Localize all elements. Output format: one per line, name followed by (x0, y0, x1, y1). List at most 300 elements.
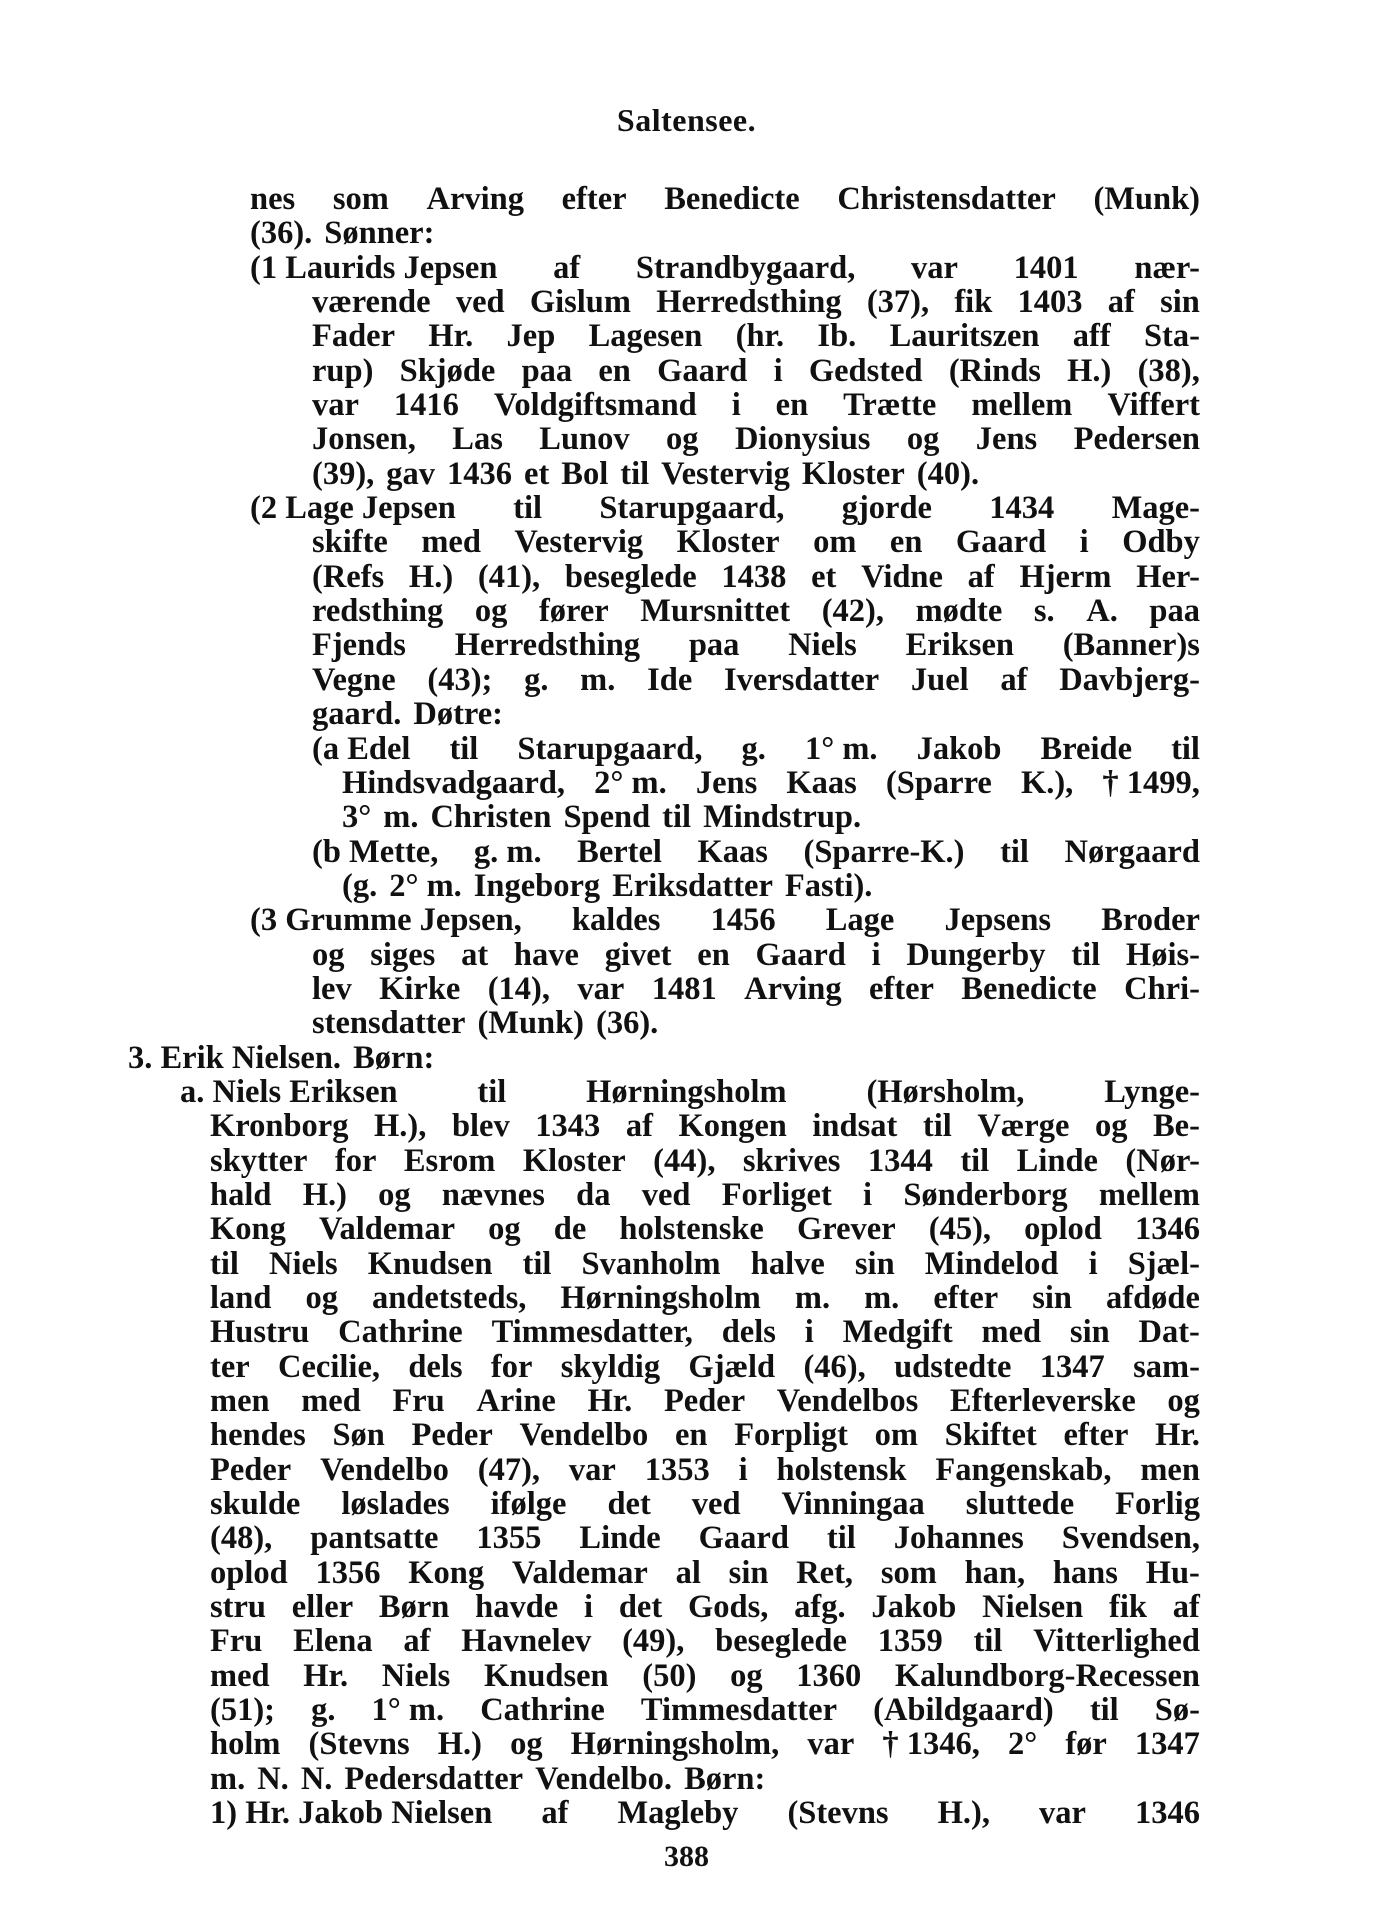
word: af (625, 1108, 653, 1145)
word: af (1172, 1589, 1200, 1626)
word: til (826, 1520, 856, 1557)
text-line (210, 1487, 1200, 1521)
word: skytter (210, 1142, 308, 1179)
word: (36). (596, 1005, 659, 1042)
word: Medgift (842, 1314, 953, 1351)
word: fører (538, 593, 609, 630)
word: (Abildgaard) (873, 1692, 1054, 1729)
word: Vendelbos (776, 1383, 919, 1420)
word: Lunov (539, 421, 630, 458)
word: i (731, 387, 741, 424)
word: Børn (378, 1589, 450, 1626)
word: til (1171, 730, 1200, 767)
word: Skiftet (944, 1417, 1037, 1454)
word: m. (210, 1760, 246, 1797)
word: for (490, 1348, 533, 1385)
word: Gaard (657, 352, 748, 389)
word: (14), (487, 970, 551, 1007)
running-header: Saltensee. (616, 102, 757, 138)
word: et (524, 455, 550, 492)
word: Hørningsholm (560, 1280, 761, 1316)
word: Niels (788, 627, 857, 664)
word: (Stevns (787, 1795, 889, 1832)
word: Odby (1122, 524, 1200, 561)
word: Sjæl- (1127, 1245, 1200, 1282)
text-line (312, 285, 1200, 319)
word: Sø- (1154, 1692, 1200, 1729)
word: Hørningsholm (586, 1073, 787, 1110)
word: Kaas (697, 833, 768, 870)
word: Strandbygaard, (635, 249, 856, 286)
word: var (807, 1726, 855, 1763)
word: (39), (312, 455, 375, 492)
word: 1359 (877, 1623, 943, 1660)
word: skulde (210, 1486, 301, 1523)
word: det (607, 1486, 651, 1523)
word: beseglede (715, 1623, 847, 1660)
word: (hr. (735, 318, 785, 355)
word: (41), (477, 558, 541, 595)
word: Høis- (1125, 936, 1200, 973)
word: (b Mette, (312, 833, 439, 870)
word: mødte (915, 593, 1003, 630)
word: (g. (342, 867, 378, 904)
word: Børn: (684, 1760, 766, 1797)
text-line (210, 1418, 1200, 1452)
word: Peder (411, 1417, 493, 1454)
word: (Sparre (885, 764, 992, 801)
word: i (804, 1314, 814, 1351)
word: Ret, (796, 1554, 854, 1591)
word: var (312, 387, 359, 424)
word: Børn: (353, 1039, 435, 1076)
word: Valdemar (511, 1554, 648, 1591)
word: 1346 (1134, 1211, 1200, 1248)
word: 1347 (1134, 1726, 1200, 1763)
word: som (332, 181, 389, 217)
word: i (1088, 1245, 1098, 1282)
word: efter (933, 1280, 999, 1316)
word: til (960, 1142, 990, 1179)
word: Viffert (1107, 387, 1200, 424)
word: en (775, 387, 809, 424)
word: et (811, 558, 837, 595)
word: m. (383, 799, 419, 836)
word: (40). (916, 455, 980, 492)
word: af (541, 1795, 569, 1832)
text-line (210, 1590, 1200, 1624)
word: Vendelbo (320, 1451, 449, 1488)
word: lev (312, 970, 352, 1007)
word: Gedsted (808, 352, 923, 389)
word: skyldig (560, 1348, 661, 1385)
word: (2 Lage Jepsen (250, 490, 456, 527)
word: Fasti). (784, 867, 873, 904)
word: Hr. (587, 1383, 633, 1420)
word: Christen (430, 799, 552, 836)
word: Eriksdatter (612, 867, 773, 904)
word: til (449, 730, 479, 767)
word: (Hørsholm, (866, 1073, 1025, 1110)
word: i (863, 1176, 873, 1213)
text-line (312, 594, 1200, 628)
text-line (210, 1109, 1200, 1143)
word: af (553, 249, 581, 286)
word: af (403, 1623, 431, 1660)
word: aff (1072, 318, 1111, 355)
word: (Rinds (948, 352, 1041, 389)
word: halve (750, 1245, 825, 1282)
word: Gaard (955, 524, 1047, 561)
word: Breide (1040, 730, 1133, 767)
word: m. (864, 1280, 900, 1316)
word: Kongen (678, 1108, 787, 1145)
word: i (1079, 524, 1089, 561)
word: Linde (1016, 1142, 1098, 1179)
word: 1) Hr. Jakob Nielsen (210, 1795, 493, 1832)
word: løslades (341, 1486, 450, 1523)
word: men (1140, 1451, 1200, 1488)
text-line (312, 1006, 1200, 1040)
word: indsat (812, 1108, 898, 1145)
text-body (128, 181, 1200, 1832)
word: til (1089, 1692, 1119, 1729)
word: paa (521, 352, 573, 389)
word: g. (741, 730, 766, 767)
word: Mindstrup. (703, 799, 862, 836)
word: hendes (210, 1417, 306, 1454)
word: 1403 (1017, 284, 1083, 321)
word: (1 Laurids Jepsen (250, 249, 498, 286)
word: 1356 (315, 1554, 381, 1591)
word: Dat- (1138, 1314, 1200, 1351)
word: Vestervig (514, 524, 644, 561)
text-line (210, 1727, 1200, 1761)
word: da (576, 1176, 611, 1213)
word: Arving (426, 181, 524, 217)
text-line (210, 1178, 1200, 1212)
word: til (620, 455, 650, 492)
word: mellem (971, 387, 1073, 424)
word: sin (854, 1245, 895, 1282)
word: oplod (1024, 1211, 1102, 1248)
text-line (210, 1281, 1200, 1315)
word: Vitterlighed (1033, 1623, 1200, 1660)
word: (Munk) (1093, 181, 1200, 217)
word: 1436 (447, 455, 513, 492)
word: Havnelev (461, 1623, 592, 1660)
word: (Refs (312, 558, 385, 595)
word: Jakob (871, 1589, 957, 1626)
word: Kaas (786, 764, 857, 801)
word: afdøde (1106, 1280, 1200, 1316)
word: Lauritszen (889, 318, 1040, 355)
word: (Munk) (477, 1005, 584, 1042)
word: (49), (622, 1623, 685, 1660)
word: sluttede (965, 1486, 1075, 1523)
word: 1° m. (804, 730, 878, 767)
word: Benedicte (664, 181, 800, 217)
word: til (1000, 833, 1029, 870)
word: som (880, 1554, 937, 1591)
text-line (342, 800, 1200, 834)
word: H.) (437, 1726, 482, 1763)
word: nævnes (441, 1176, 545, 1213)
word: al (675, 1554, 701, 1591)
word: Jens (975, 421, 1038, 458)
word: blev (451, 1108, 510, 1145)
text-line (312, 560, 1200, 594)
text-line (312, 732, 1200, 766)
text-line (210, 1556, 1200, 1590)
word: (48), (210, 1520, 273, 1557)
word: 1343 (535, 1108, 601, 1145)
word: Vinningaa (781, 1486, 925, 1523)
word: siges (370, 936, 436, 973)
word: Knudsen (367, 1245, 493, 1282)
word: 2° m. (594, 764, 667, 801)
word: (38), (1137, 352, 1200, 389)
word: s. (1033, 593, 1055, 630)
word: var (911, 249, 958, 286)
word: Timmesdatter, (491, 1314, 693, 1351)
word: (45), (928, 1211, 992, 1248)
word: Elena (293, 1623, 373, 1660)
word: Dionysius (734, 421, 871, 458)
word: eller (291, 1589, 354, 1626)
word: (42), (821, 593, 884, 630)
word: Niels (381, 1657, 451, 1694)
word: K.), (1020, 764, 1074, 801)
word: udstedte (894, 1348, 1012, 1385)
word: sin (728, 1554, 769, 1591)
word: Niels (269, 1245, 338, 1282)
word: holstensk (776, 1451, 907, 1488)
word: g. m. (473, 833, 542, 870)
word: og (510, 1726, 543, 1763)
word: (a Edel (312, 730, 411, 767)
word: Kong (210, 1211, 286, 1248)
word: Fru (210, 1623, 263, 1660)
word: før (1065, 1726, 1107, 1763)
word: Starupgaard, (517, 730, 703, 767)
text-line (210, 1350, 1200, 1384)
word: ved (641, 1176, 691, 1213)
text-line (250, 182, 1200, 216)
word: Fangenskab, (935, 1451, 1112, 1488)
word: Las (452, 421, 503, 458)
word: de (553, 1211, 587, 1248)
word: Johannes (893, 1520, 1024, 1557)
word: † 1346, (882, 1726, 980, 1763)
word: Ib. (817, 318, 857, 355)
word: Bol (561, 455, 609, 492)
word: beseglede (564, 558, 697, 595)
text-line (312, 938, 1200, 972)
word: (43); (427, 661, 493, 698)
word: g. (311, 1692, 336, 1729)
word: (50) (642, 1657, 697, 1694)
word: Ingeborg (473, 867, 601, 904)
word: Vestervig (661, 455, 790, 492)
word: N. (300, 1760, 333, 1797)
word: H.), (937, 1795, 990, 1832)
word: (46), (803, 1348, 866, 1385)
word: Hr. (1155, 1417, 1200, 1454)
word: dels (721, 1314, 776, 1351)
word: en (697, 936, 730, 973)
word: efter (1063, 1417, 1129, 1454)
word: i (584, 1589, 594, 1626)
word: Timmesdatter (640, 1692, 838, 1729)
page-number: 388 (664, 1840, 709, 1873)
word: gaard. (312, 696, 402, 733)
word: i (871, 936, 881, 973)
word: havde (475, 1589, 559, 1626)
word: Knudsen (483, 1657, 609, 1694)
text-line (180, 1075, 1200, 1109)
text-line (312, 354, 1200, 388)
word: (44), (653, 1142, 716, 1179)
word: 1401 (1013, 249, 1079, 286)
word: H.), (374, 1108, 427, 1145)
word: m. (580, 661, 616, 698)
word: var (1038, 1795, 1086, 1832)
word: en (675, 1417, 708, 1454)
word: Vidne (861, 558, 943, 595)
word: i (738, 1451, 748, 1488)
word: Lynge- (1104, 1073, 1200, 1110)
word: med (210, 1657, 270, 1694)
word: H.) (1067, 352, 1112, 389)
word: A. (1086, 593, 1118, 630)
word: Pedersen (1073, 421, 1200, 458)
text-line (250, 491, 1200, 525)
word: Hindsvadgaard, (342, 764, 566, 801)
text-line (312, 525, 1200, 559)
word: 1456 (710, 902, 776, 939)
word: nær- (1134, 249, 1200, 286)
word: Hustru (210, 1314, 310, 1351)
text-line (210, 1693, 1200, 1727)
word: Hr. (428, 318, 474, 355)
text-line (342, 766, 1200, 800)
word: og (906, 421, 940, 458)
word: (3 Grumme Jepsen, (250, 902, 522, 939)
word: Spend (563, 799, 651, 836)
word: N. (257, 1760, 289, 1797)
word: og (666, 421, 699, 458)
word: Peder (210, 1451, 292, 1488)
word: Arine (476, 1383, 556, 1420)
word: til (1071, 936, 1101, 973)
word: Gaard (698, 1520, 789, 1557)
word: g. (524, 661, 549, 698)
word: 3° (342, 799, 372, 836)
word: en (598, 352, 631, 389)
word: mellem (1098, 1176, 1200, 1213)
word: ved (691, 1486, 741, 1523)
word: Peder (663, 1383, 746, 1420)
word: af (1000, 661, 1028, 698)
word: værende (312, 284, 431, 321)
word: afg. (794, 1589, 846, 1626)
text-line (312, 835, 1200, 869)
word: Fader (312, 318, 396, 355)
word: Benedicte (961, 970, 1097, 1007)
word: med (981, 1314, 1042, 1351)
word: Ide (647, 661, 693, 698)
text-line (210, 1624, 1200, 1658)
word: og (305, 1280, 338, 1316)
word: Kloster (522, 1142, 626, 1179)
word: redsthing (312, 593, 444, 630)
word: gjorde (841, 490, 932, 527)
word: m. (794, 1280, 831, 1316)
word: Iversdatter (723, 661, 880, 698)
word: efter (561, 181, 627, 217)
word: om (874, 1417, 918, 1454)
word: skrives (742, 1142, 841, 1179)
word: til (522, 1245, 552, 1282)
word: skifte (312, 524, 388, 561)
word: 1346 (1134, 1795, 1200, 1832)
word: Jepsens (944, 902, 1052, 939)
word: (Nør- (1125, 1142, 1200, 1179)
word: Pedersdatter (344, 1760, 524, 1797)
word: Sta- (1143, 318, 1200, 355)
word: Juel (910, 661, 969, 698)
text-line (210, 1212, 1200, 1246)
word: Hjerm (1019, 558, 1112, 595)
text-line (312, 457, 1200, 491)
word: Skjøde (399, 352, 496, 389)
word: til (513, 490, 543, 527)
word: Linde (579, 1520, 661, 1557)
word: Mindelod (924, 1245, 1059, 1282)
text-line (210, 1659, 1200, 1693)
word: 2° m. (389, 867, 462, 904)
word: for (334, 1142, 377, 1179)
word: gav (386, 455, 436, 492)
text-line (250, 251, 1200, 285)
word: hans (1052, 1554, 1118, 1591)
word: til (210, 1245, 239, 1282)
word: H.) (302, 1176, 347, 1213)
word: Hr. (303, 1657, 349, 1694)
word: 3. Erik Nielsen. (128, 1039, 342, 1076)
word: Kong (408, 1554, 485, 1591)
word: 1416 (393, 387, 459, 424)
word: Be- (1153, 1108, 1200, 1145)
word: Cathrine (338, 1314, 463, 1351)
word: Sønderborg (903, 1176, 1068, 1213)
word: en (889, 524, 923, 561)
word: rup) (312, 352, 374, 389)
word: Værge (977, 1108, 1070, 1145)
text-line (210, 1796, 1200, 1830)
word: Bertel (577, 833, 662, 870)
word: Gislum (529, 284, 631, 321)
word: men (210, 1383, 270, 1420)
word: Dungerby (906, 936, 1046, 973)
word: Fru (392, 1383, 445, 1420)
word: Døtre: (413, 696, 504, 733)
word: Gods, (687, 1589, 769, 1626)
word: a. Niels Eriksen (180, 1073, 398, 1110)
word: var (568, 1451, 616, 1488)
text-line (210, 1521, 1200, 1555)
